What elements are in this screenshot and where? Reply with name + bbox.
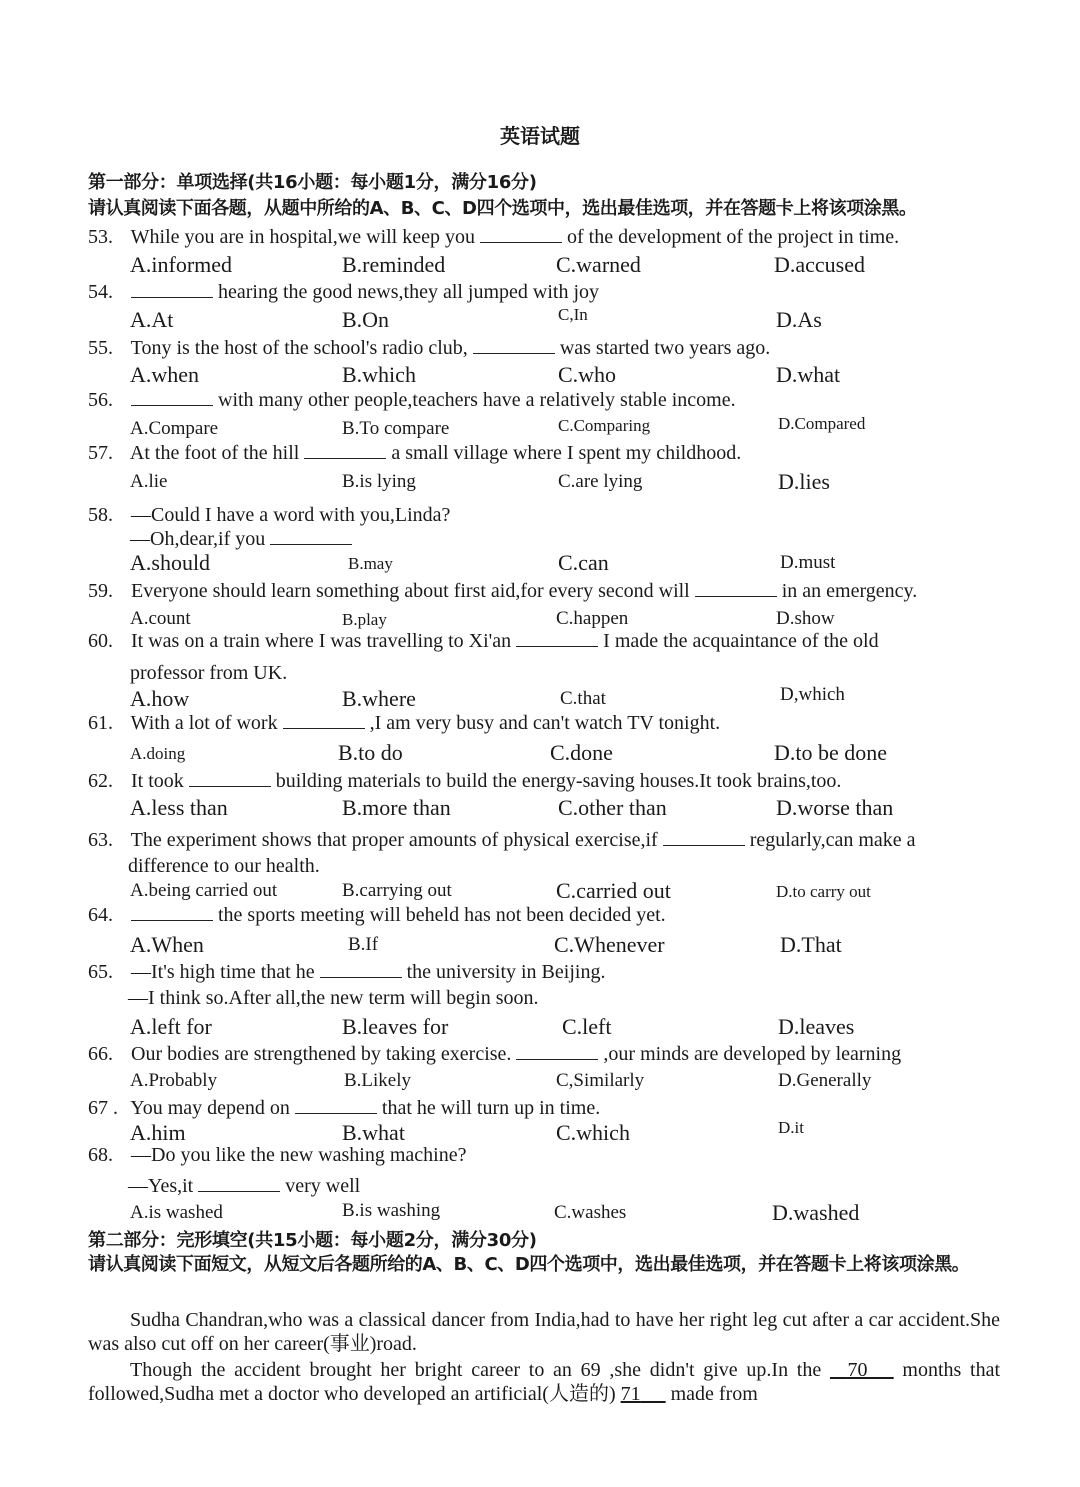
question-text: While you are in hospital,we will keep you (130, 226, 475, 248)
question-text: Everyone should learn something about first aid,for every second will (131, 580, 690, 602)
passage-text: Though the accident brought her bright career to an 69 ,she didn't give up.In the (130, 1359, 822, 1381)
question-text: —Do you like the new washing machine? (131, 1144, 467, 1166)
question-text: ,I am very busy and can't watch TV tonight. (369, 712, 721, 734)
question-text: At the foot of the hill (129, 442, 300, 464)
question-text: a small village where I spent my childhood. (391, 442, 742, 464)
option-b: B.is washing (342, 1200, 441, 1221)
option-c: C,In (558, 305, 588, 324)
question-64 (88, 904, 1008, 927)
option-b: B.which (342, 362, 416, 387)
option-c: C.which (556, 1120, 630, 1145)
option-d: D.washed (772, 1200, 860, 1225)
option-d: D.lies (778, 469, 830, 494)
option-a: A.Compare (130, 418, 219, 439)
part1-instruction: 请认真阅读下面各题，从题中所给的A、B、C、D四个选项中，选出最佳选项，并在答题卡上将该项涂黑。 (88, 198, 917, 219)
option-c: C.Comparing (558, 416, 651, 435)
options-66 (130, 1068, 1010, 1098)
question-63-line2: difference to our health. (128, 855, 320, 877)
option-c: C.carried out (556, 878, 671, 903)
question-text: The experiment shows that proper amounts of physical exercise,if (130, 829, 658, 851)
answer-blank (131, 919, 213, 921)
option-a: A.being carried out (130, 880, 278, 901)
option-a: A.left for (130, 1014, 212, 1039)
option-c: C.warned (556, 252, 641, 277)
option-b: B.play (342, 610, 387, 629)
blank-number: 71 (620, 1383, 641, 1405)
option-a: A.lie (130, 471, 168, 492)
option-b: B.carrying out (342, 880, 452, 901)
options-64 (130, 932, 1010, 962)
question-text: ,our minds are developed by learning (603, 1043, 902, 1065)
answer-blank (480, 241, 562, 243)
option-a: A.when (130, 362, 200, 387)
part1-heading: 第一部分：单项选择(共16小题：每小题1分，满分16分) (88, 172, 537, 193)
blank-70 (830, 1359, 894, 1381)
question-58-line2 (130, 528, 352, 551)
page-title: 英语试题 (500, 124, 580, 148)
answer-blank (131, 404, 213, 406)
option-c: C.Whenever (554, 932, 665, 957)
question-68 (88, 1144, 1008, 1167)
question-63 (88, 829, 1008, 852)
question-number: 67 . (88, 1097, 118, 1119)
question-text: —It's high time that he (131, 961, 315, 983)
question-number: 66. (88, 1043, 113, 1065)
question-text: It took (131, 770, 184, 792)
question-text: was started two years ago. (559, 337, 771, 359)
option-c: C.that (560, 688, 606, 709)
answer-blank (295, 1112, 377, 1114)
option-b: B.may (348, 554, 393, 573)
question-55 (88, 337, 1008, 360)
question-58 (88, 504, 1008, 527)
question-text: —Oh,dear,if you (130, 528, 266, 550)
question-text: the university in Beijing. (406, 961, 606, 983)
options-55 (130, 362, 1010, 392)
passage-text: months that followed,Sudha met a doctor who developed an artificial(人造的) (88, 1359, 1001, 1405)
option-c: C.who (558, 362, 617, 387)
question-text: Our bodies are strengthened by taking exercise. (131, 1043, 512, 1065)
part2-instruction: 请认真阅读下面短文，从短文后各题所给的A、B、C、D四个选项中，选出最佳选项，并在答题卡上将该项涂黑。 (88, 1254, 970, 1275)
option-c: C.washes (554, 1202, 627, 1223)
option-c: C.left (562, 1014, 612, 1039)
option-d: D.it (778, 1118, 804, 1137)
question-66 (88, 1043, 1008, 1066)
answer-blank (516, 1058, 598, 1060)
option-c: C.are lying (558, 471, 643, 492)
question-text: the sports meeting will beheld has not been decided yet. (218, 904, 666, 926)
question-text: With a lot of work (130, 712, 278, 734)
question-53 (88, 226, 1008, 249)
question-61 (88, 712, 1008, 735)
answer-blank (131, 296, 213, 298)
answer-blank (320, 976, 402, 978)
passage-paragraph-2 (88, 1358, 1000, 1406)
answer-blank (304, 457, 386, 459)
option-a: A.At (130, 307, 174, 332)
question-62 (88, 770, 1008, 793)
blank-number: 70 (847, 1359, 868, 1381)
question-57 (88, 442, 1008, 465)
question-text: I made the acquaintance of the old (603, 630, 879, 652)
question-text: that he will turn up in time. (381, 1097, 601, 1119)
answer-blank (516, 645, 598, 647)
option-a: A.how (130, 686, 190, 711)
options-61 (130, 740, 1010, 770)
option-b: B.where (342, 686, 416, 711)
options-62 (130, 795, 1010, 825)
question-text: —Yes,it (128, 1175, 194, 1197)
option-a: A.should (130, 550, 211, 575)
option-a: A.count (130, 608, 191, 629)
option-b: B.to do (338, 740, 403, 765)
question-number: 62. (88, 770, 113, 792)
option-d: D.what (776, 362, 841, 387)
option-b: B.On (342, 307, 390, 332)
question-60-line2: professor from UK. (130, 662, 288, 684)
question-67 (88, 1097, 1008, 1120)
question-text: very well (285, 1175, 361, 1197)
question-text: with many other people,teachers have a relatively stable income. (218, 389, 736, 411)
answer-blank (198, 1190, 280, 1192)
question-60 (88, 630, 1008, 653)
answer-blank (695, 595, 777, 597)
question-56 (88, 389, 1008, 412)
options-54 (130, 307, 1010, 337)
answer-blank (283, 727, 365, 729)
question-number: 59. (88, 580, 113, 602)
option-a: A.When (130, 932, 204, 957)
question-text: You may depend on (130, 1097, 290, 1119)
question-number: 57. (88, 442, 113, 464)
question-68-line2 (128, 1175, 360, 1198)
part2-heading: 第二部分：完形填空(共15小题：每小题2分，满分30分) (88, 1230, 537, 1251)
question-number: 54. (88, 281, 113, 303)
question-text: regularly,can make a (749, 829, 916, 851)
option-a: A.doing (130, 744, 186, 763)
cloze-passage (88, 1308, 1000, 1406)
question-number: 55. (88, 337, 113, 359)
option-a: A.informed (130, 252, 233, 277)
option-a: A.Probably (130, 1070, 218, 1091)
option-b: B.is lying (342, 471, 416, 492)
option-a: A.him (130, 1120, 186, 1145)
question-65 (88, 961, 1008, 984)
blank-71 (621, 1383, 666, 1405)
question-number: 56. (88, 389, 113, 411)
option-b: B.If (348, 934, 379, 955)
options-58 (130, 550, 1010, 580)
question-number: 60. (88, 630, 113, 652)
question-number: 68. (88, 1144, 113, 1166)
question-text: of the development of the project in time. (567, 226, 900, 248)
option-d: D.must (780, 552, 836, 573)
option-b: B.more than (342, 795, 451, 820)
option-d: D.leaves (778, 1014, 855, 1039)
option-b: B.what (342, 1120, 405, 1145)
answer-blank (189, 785, 271, 787)
question-text: Tony is the host of the school's radio club, (130, 337, 468, 359)
question-54 (88, 281, 1008, 304)
option-a: A.less than (130, 795, 228, 820)
question-number: 63. (88, 829, 113, 851)
option-d: D.Generally (778, 1070, 872, 1091)
option-d: D.to carry out (776, 882, 871, 901)
option-c: C,Similarly (556, 1070, 645, 1091)
option-d: D.Compared (778, 414, 866, 433)
option-c: C.can (558, 550, 609, 575)
options-65 (130, 1014, 1010, 1044)
option-b: B.Likely (344, 1070, 412, 1091)
question-number: 58. (88, 504, 113, 526)
options-53 (130, 252, 1010, 282)
option-c: C.happen (556, 608, 629, 629)
answer-blank (663, 844, 745, 846)
option-d: D,which (780, 684, 845, 705)
answer-blank (473, 352, 555, 354)
question-text: hearing the good news,they all jumped with joy (218, 281, 600, 303)
options-57 (130, 469, 1010, 499)
question-number: 65. (88, 961, 113, 983)
option-c: C.done (550, 740, 613, 765)
passage-paragraph-1: Sudha Chandran,who was a classical dancer from India,had to have her right leg cut after a car accident.She was also cut off on her career(事业)road. (88, 1309, 1000, 1355)
option-b: B.To compare (342, 418, 450, 439)
passage-text: made from (670, 1383, 758, 1405)
option-d: D.show (776, 608, 835, 629)
option-d: D.That (780, 932, 842, 957)
question-59 (88, 580, 1008, 603)
question-text: It was on a train where I was travelling to Xi'an (131, 630, 512, 652)
option-a: A.is washed (130, 1202, 223, 1223)
question-text: building materials to build the energy-saving houses.It took brains,too. (275, 770, 842, 792)
question-number: 53. (88, 226, 113, 248)
question-text: in an emergency. (781, 580, 918, 602)
option-d: D.to be done (774, 740, 888, 765)
question-number: 61. (88, 712, 113, 734)
option-b: B.reminded (342, 252, 446, 277)
question-65-line2: —I think so.After all,the new term will begin soon. (128, 987, 539, 1009)
question-number: 64. (88, 904, 113, 926)
option-b: B.leaves for (342, 1014, 449, 1039)
option-d: D.worse than (776, 795, 894, 820)
option-c: C.other than (558, 795, 667, 820)
answer-blank (270, 543, 352, 545)
option-d: D.accused (774, 252, 866, 277)
option-d: D.As (776, 307, 822, 332)
question-text: —Could I have a word with you,Linda? (131, 504, 451, 526)
